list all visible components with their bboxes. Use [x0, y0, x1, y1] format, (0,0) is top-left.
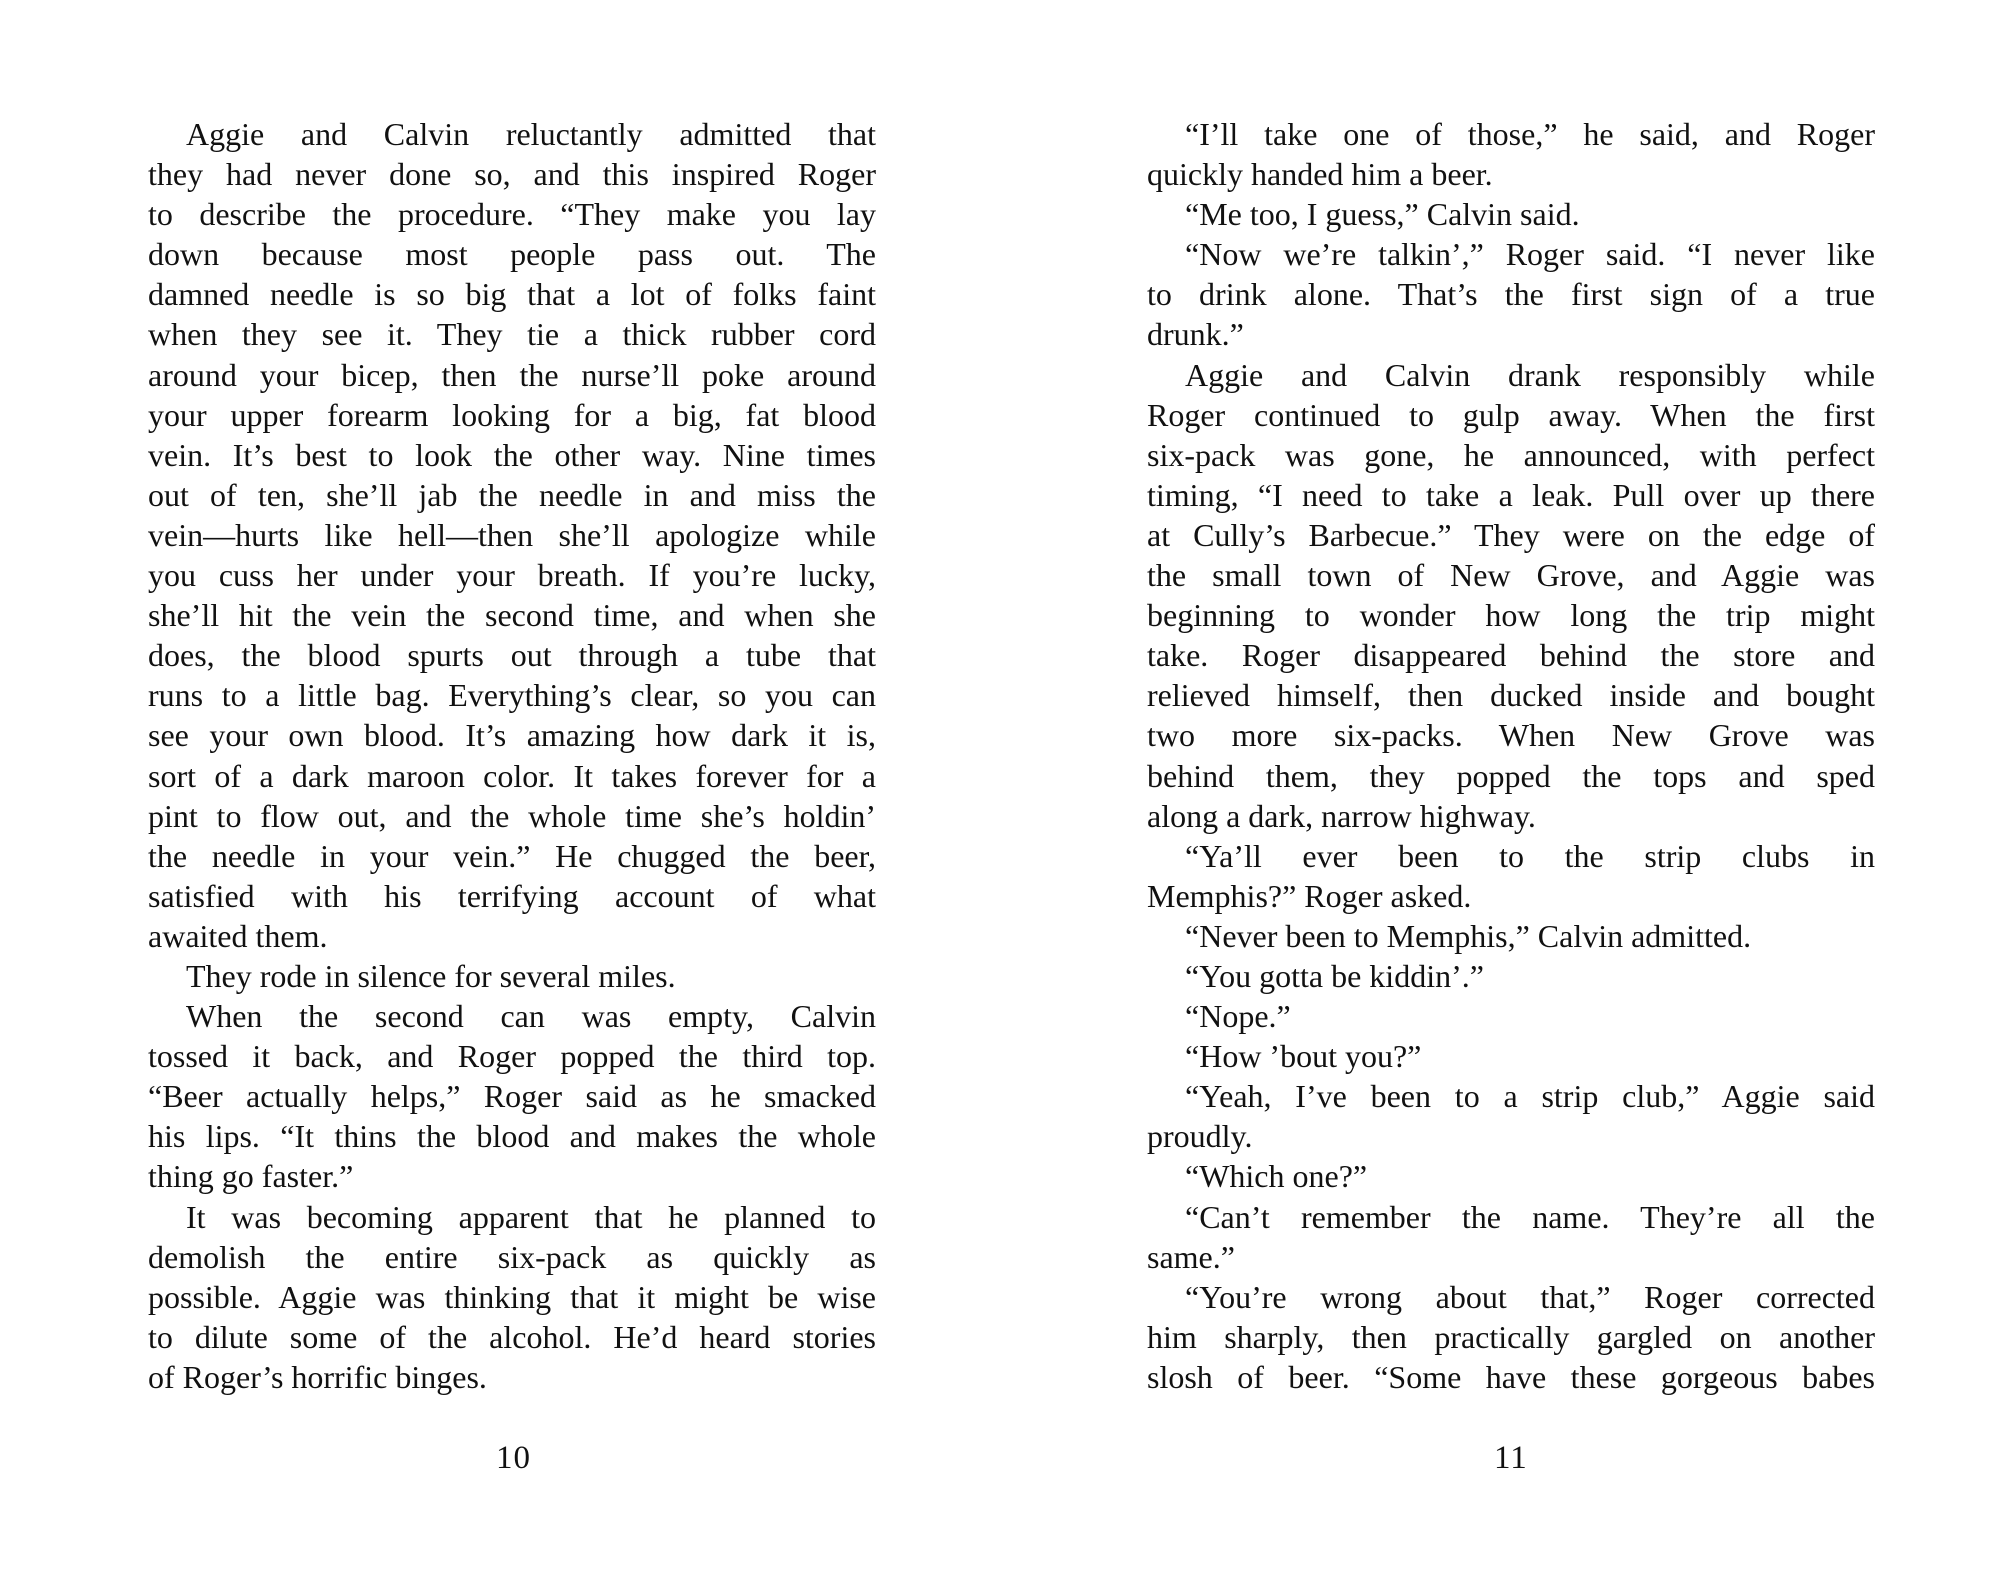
page-number-right: 11	[1494, 1440, 1528, 1476]
text-line: six-pack was gone, he announced, with perfect	[1147, 436, 1875, 473]
text-line: “Nope.”	[1185, 998, 1291, 1035]
text-line: demolish the entire six-pack as quickly as	[148, 1238, 876, 1275]
text-line: two more six-packs. When New Grove was	[1147, 717, 1875, 754]
text-line: Aggie and Calvin drank responsibly while	[1185, 356, 1875, 393]
text-line: proudly.	[1147, 1118, 1253, 1155]
text-line: possible. Aggie was thinking that it might be wise	[148, 1278, 876, 1315]
text-line: to describe the procedure. “They make you lay	[148, 196, 876, 233]
right-page	[1000, 0, 2000, 1571]
text-line: she’ll hit the vein the second time, and when she	[148, 597, 876, 634]
text-line: vein—hurts like hell—then she’ll apologize while	[148, 516, 876, 553]
text-line: does, the blood spurts out through a tube that	[148, 637, 876, 674]
text-line: take. Roger disappeared behind the store and	[1147, 637, 1875, 674]
text-line: thing go faster.”	[148, 1158, 354, 1195]
text-line: pint to flow out, and the whole time she’s holdin’	[148, 797, 876, 834]
text-line: to dilute some of the alcohol. He’d heard stories	[148, 1318, 876, 1355]
text-line: down because most people pass out. The	[148, 236, 876, 273]
text-line: you cuss her under your breath. If you’re lucky,	[148, 557, 876, 594]
text-line: Memphis?” Roger asked.	[1147, 877, 1472, 914]
text-line: vein. It’s best to look the other way. Nine times	[148, 436, 876, 473]
text-line: When the second can was empty, Calvin	[186, 998, 876, 1035]
text-line: “How ’bout you?”	[1185, 1038, 1422, 1075]
text-line: relieved himself, then ducked inside and bought	[1147, 677, 1875, 714]
text-line: when they see it. They tie a thick rubber cord	[148, 316, 876, 353]
text-line: awaited them.	[148, 917, 328, 954]
text-line: Roger continued to gulp away. When the first	[1147, 396, 1875, 433]
text-line: behind them, they popped the tops and sped	[1147, 757, 1875, 794]
text-line: tossed it back, and Roger popped the third top.	[148, 1038, 876, 1075]
right-page-text	[1147, 114, 1875, 1397]
text-line: “Now we’re talkin’,” Roger said. “I never like	[1185, 236, 1875, 273]
text-line: slosh of beer. “Some have these gorgeous babes	[1147, 1358, 1875, 1395]
text-line: his lips. “It thins the blood and makes the whole	[148, 1118, 876, 1155]
text-line: drunk.”	[1147, 316, 1244, 353]
text-line: the small town of New Grove, and Aggie was	[1147, 557, 1875, 594]
text-line: timing, “I need to take a leak. Pull over up there	[1147, 476, 1875, 513]
text-line: runs to a little bag. Everything’s clear, so you can	[148, 677, 876, 714]
text-line: beginning to wonder how long the trip might	[1147, 597, 1875, 634]
text-line: him sharply, then practically gargled on another	[1147, 1318, 1875, 1355]
text-line: sort of a dark maroon color. It takes forever for a	[148, 757, 876, 794]
text-line: “Which one?”	[1185, 1158, 1368, 1195]
text-line: at Cully’s Barbecue.” They were on the edge of	[1147, 516, 1875, 553]
text-line: “Yeah, I’ve been to a strip club,” Aggie said	[1185, 1078, 1875, 1115]
text-line: of Roger’s horrific binges.	[148, 1358, 487, 1395]
text-line: see your own blood. It’s amazing how dark it is,	[148, 717, 876, 754]
text-line: around your bicep, then the nurse’ll poke around	[148, 356, 876, 393]
text-line: along a dark, narrow highway.	[1147, 797, 1536, 834]
text-line: Aggie and Calvin reluctantly admitted that	[186, 116, 876, 152]
text-line: “Can’t remember the name. They’re all the	[1185, 1198, 1875, 1235]
left-page-text	[148, 114, 876, 1397]
text-line: “Never been to Memphis,” Calvin admitted.	[1185, 917, 1752, 954]
text-line: It was becoming apparent that he planned to	[186, 1198, 876, 1235]
text-line: they had never done so, and this inspired Roger	[148, 156, 876, 193]
text-line: satisfied with his terrifying account of what	[148, 877, 876, 914]
text-line: damned needle is so big that a lot of folks faint	[148, 276, 876, 313]
text-line: same.”	[1147, 1238, 1235, 1275]
text-line: out of ten, she’ll jab the needle in and miss the	[148, 476, 876, 513]
text-line: “Beer actually helps,” Roger said as he smacked	[148, 1078, 876, 1115]
text-line: “Ya’ll ever been to the strip clubs in	[1185, 837, 1875, 874]
text-line: your upper forearm looking for a big, fat blood	[148, 396, 876, 433]
text-line: “You gotta be kiddin’.”	[1185, 957, 1484, 994]
page-number-left: 10	[496, 1440, 531, 1476]
text-line: They rode in silence for several miles.	[186, 957, 676, 994]
text-line: “You’re wrong about that,” Roger corrected	[1185, 1278, 1875, 1315]
text-line: quickly handed him a beer.	[1147, 156, 1493, 193]
text-line: to drink alone. That’s the first sign of a true	[1147, 276, 1875, 313]
text-line: “Me too, I guess,” Calvin said.	[1185, 196, 1580, 233]
text-line: the needle in your vein.” He chugged the beer,	[148, 837, 876, 874]
text-line: “I’ll take one of those,” he said, and Roger	[1185, 116, 1875, 152]
